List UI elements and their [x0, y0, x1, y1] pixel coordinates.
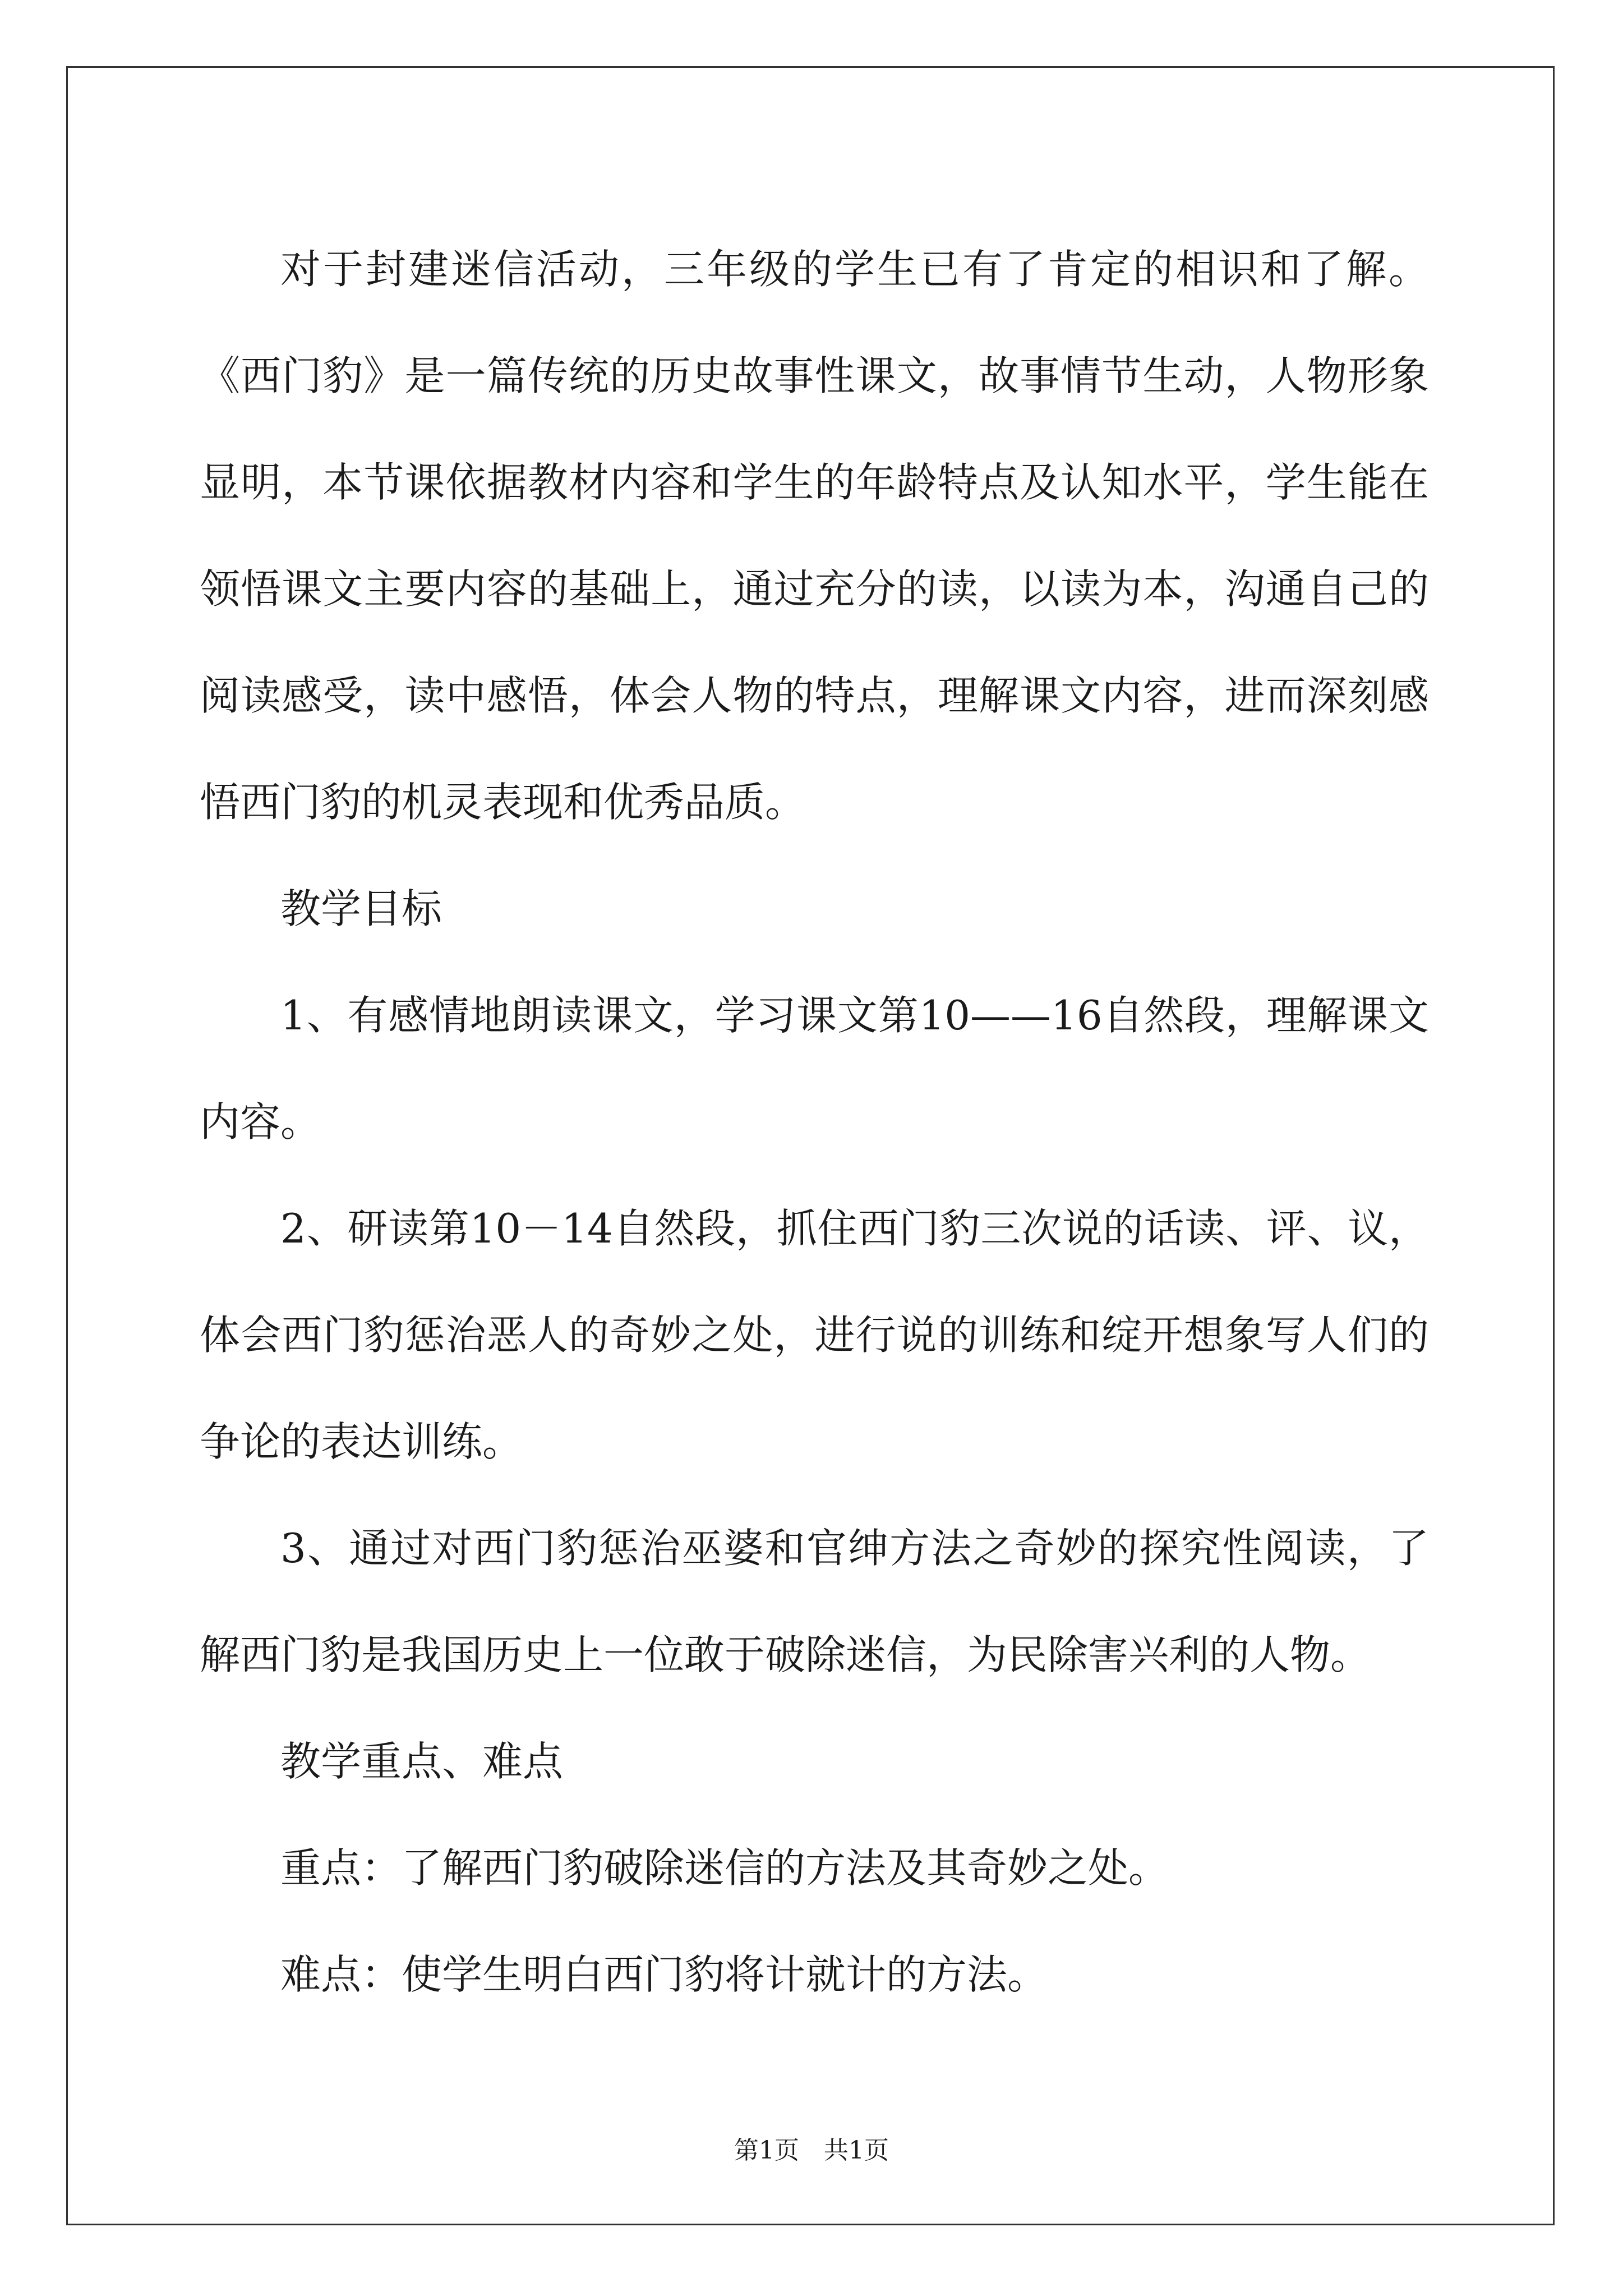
page-total: 共1页: [824, 2136, 889, 2165]
goal-item-2: 2、研读第10－14自然段，抓住西门豹三次说的话读、评、议，体会西门豹惩治恶人的奇妙之处，进行说的训练和绽开想象写人们的争论的表达训练。: [200, 1205, 1429, 1465]
heading-teaching-goals: 教学目标: [280, 885, 442, 932]
difficult-point: 难点：使学生明白西门豹将计就计的方法。: [280, 1951, 1048, 1998]
paragraph-intro: 对于封建迷信活动，三年级的学生已有了肯定的相识和了解。《西门豹》是一篇传统的历史故事性课文，故事情节生动，人物形象显明，本节课依据教材内容和学生的年龄特点及认知水平，学生能在领悟课文主要内容的基础上，通过充分的读，以读为本，沟通自己的阅读感受，读中感悟，体会人物的特点，理解课文内容，进而深刻感悟西门豹的机灵表现和优秀品质。: [200, 246, 1429, 826]
document-body: [200, 216, 1429, 2028]
heading-key-points: 教学重点、难点: [280, 1738, 564, 1785]
key-point: 重点：了解西门豹破除迷信的方法及其奇妙之处。: [280, 1844, 1169, 1892]
page-footer: [0, 2135, 1623, 2166]
goal-item-1: 1、有感情地朗读课文，学习课文第10——16自然段，理解课文内容。: [200, 992, 1429, 1145]
goal-item-3: 3、通过对西门豹惩治巫婆和官绅方法之奇妙的探究性阅读，了解西门豹是我国历史上一位敢于破除迷信，为民除害兴利的人物。: [200, 1525, 1429, 1678]
page-number: 第1页: [734, 2136, 799, 2165]
